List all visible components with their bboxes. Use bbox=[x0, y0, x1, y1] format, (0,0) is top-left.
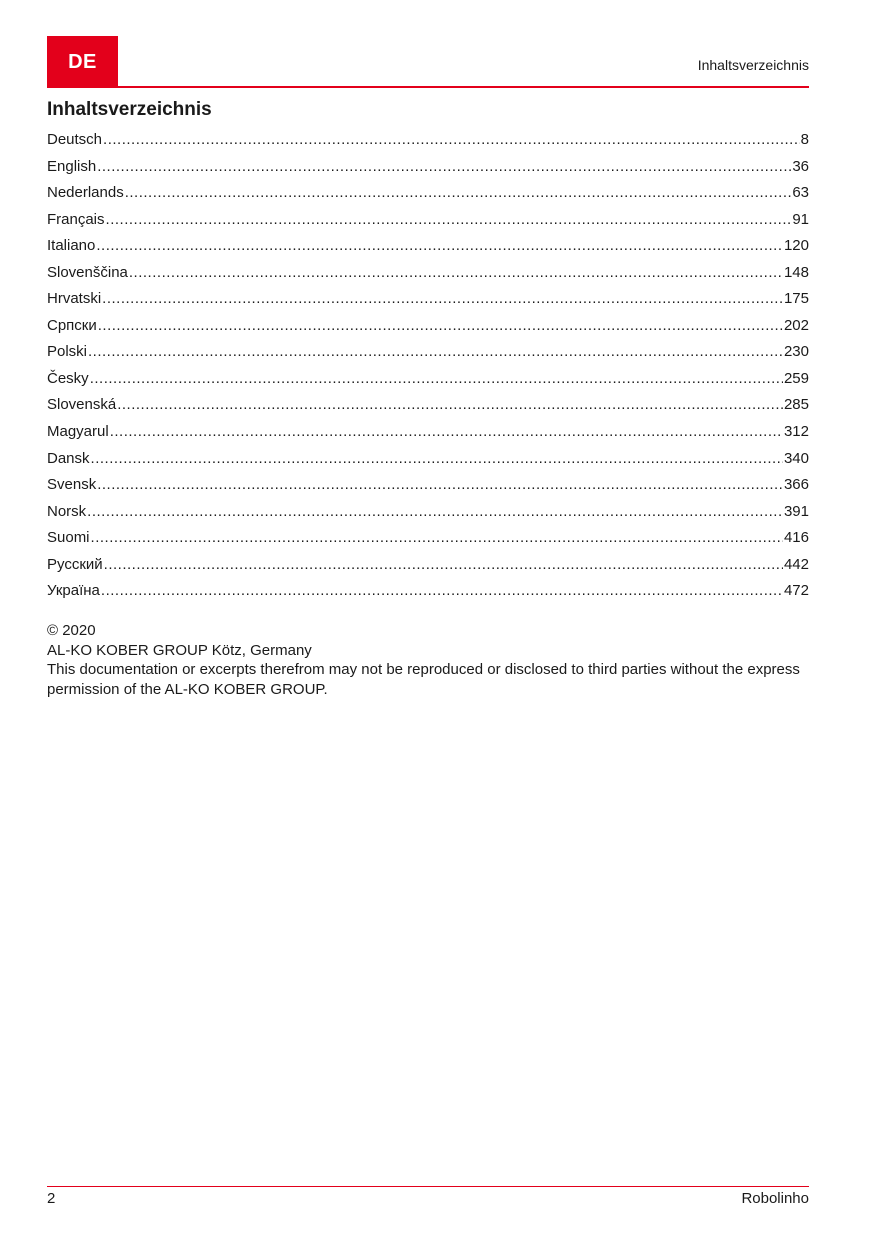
copyright-year: © 2020 bbox=[47, 622, 96, 639]
toc-entry-label: English bbox=[47, 157, 97, 175]
toc-leader-dots bbox=[104, 553, 783, 577]
footer-page-number: 2 bbox=[47, 1190, 56, 1207]
toc-list bbox=[47, 128, 809, 606]
header-divider bbox=[47, 86, 809, 88]
toc-leader-dots bbox=[98, 314, 783, 338]
toc-entry[interactable] bbox=[47, 314, 809, 341]
toc-entry-page: 391 bbox=[783, 502, 809, 520]
copyright-company: AL-KO KOBER GROUP Kötz, Germany bbox=[47, 641, 312, 659]
toc-entry[interactable] bbox=[47, 234, 809, 261]
toc-entry-page: 366 bbox=[783, 476, 809, 494]
toc-entry-label: Русский bbox=[47, 555, 103, 573]
toc-leader-dots bbox=[97, 155, 791, 179]
toc-entry[interactable] bbox=[47, 287, 809, 314]
toc-entry-label: Česky bbox=[47, 369, 89, 387]
toc-entry-page: 285 bbox=[783, 396, 809, 414]
footer-divider bbox=[47, 1186, 809, 1187]
toc-entry-label: Slovenská bbox=[47, 396, 117, 414]
toc-entry[interactable] bbox=[47, 579, 809, 606]
toc-leader-dots bbox=[97, 473, 783, 497]
toc-entry-page: 312 bbox=[783, 423, 809, 441]
toc-leader-dots bbox=[129, 261, 783, 285]
toc-entry[interactable] bbox=[47, 128, 809, 155]
copyright-notice: This documentation or excerpts therefrom may not be reproduced or disclosed to third parties without the express permission of the AL-KO KOBER GROUP. bbox=[47, 661, 800, 698]
toc-entry-label: Slovenščina bbox=[47, 263, 128, 281]
toc-entry-page: 120 bbox=[783, 237, 809, 255]
toc-entry-label: Svensk bbox=[47, 476, 97, 494]
toc-leader-dots bbox=[117, 393, 783, 417]
toc-entry[interactable] bbox=[47, 500, 809, 527]
toc-entry[interactable] bbox=[47, 393, 809, 420]
toc-entry-label: Polski bbox=[47, 343, 88, 361]
toc-entry-page: 63 bbox=[792, 184, 809, 202]
toc-entry-page: 416 bbox=[783, 529, 809, 547]
footer-product-name: Robolinho bbox=[741, 1190, 809, 1207]
toc-entry[interactable] bbox=[47, 261, 809, 288]
toc-entry-label: Norsk bbox=[47, 502, 87, 520]
toc-entry-label: Україна bbox=[47, 582, 100, 600]
toc-entry[interactable] bbox=[47, 208, 809, 235]
toc-entry-page: 340 bbox=[783, 449, 809, 467]
toc-leader-dots bbox=[91, 526, 783, 550]
toc-entry-page: 91 bbox=[792, 210, 809, 228]
toc-entry[interactable] bbox=[47, 367, 809, 394]
toc-entry-page: 202 bbox=[783, 316, 809, 334]
toc-leader-dots bbox=[110, 420, 783, 444]
toc-entry-label: Italiano bbox=[47, 237, 96, 255]
toc-entry-page: 442 bbox=[783, 555, 809, 573]
toc-entry-label: Српски bbox=[47, 316, 97, 334]
toc-leader-dots bbox=[101, 579, 783, 603]
toc-entry[interactable] bbox=[47, 553, 809, 580]
toc-leader-dots bbox=[96, 234, 783, 258]
toc-entry-page: 259 bbox=[783, 369, 809, 387]
toc-leader-dots bbox=[103, 128, 800, 152]
toc-entry-label: Nederlands bbox=[47, 184, 124, 202]
toc-entry-page: 175 bbox=[783, 290, 809, 308]
toc-entry-label: Deutsch bbox=[47, 131, 103, 148]
toc-entry[interactable] bbox=[47, 181, 809, 208]
toc-entry[interactable] bbox=[47, 420, 809, 447]
toc-entry-label: Hrvatski bbox=[47, 290, 102, 308]
toc-entry-page: 230 bbox=[783, 343, 809, 361]
toc-heading: Inhaltsverzeichnis bbox=[47, 99, 212, 120]
language-badge: DE bbox=[47, 36, 118, 88]
toc-leader-dots bbox=[88, 340, 783, 364]
toc-entry-label: Magyarul bbox=[47, 423, 109, 441]
copyright-block bbox=[47, 621, 817, 699]
toc-entry[interactable] bbox=[47, 526, 809, 553]
toc-entry[interactable] bbox=[47, 473, 809, 500]
toc-leader-dots bbox=[91, 447, 783, 471]
toc-leader-dots bbox=[90, 367, 783, 391]
toc-entry-page: 36 bbox=[792, 157, 809, 175]
toc-entry-label: Suomi bbox=[47, 529, 90, 547]
header-title: Inhaltsverzeichnis bbox=[697, 57, 809, 73]
toc-leader-dots bbox=[87, 500, 783, 524]
toc-leader-dots bbox=[102, 287, 783, 311]
toc-entry-label: Français bbox=[47, 210, 105, 228]
toc-entry-page: 472 bbox=[783, 582, 809, 600]
toc-entry-page: 8 bbox=[800, 131, 809, 148]
toc-leader-dots bbox=[125, 181, 792, 205]
toc-entry[interactable] bbox=[47, 447, 809, 474]
toc-entry[interactable] bbox=[47, 155, 809, 182]
toc-leader-dots bbox=[106, 208, 792, 232]
toc-entry-label: Dansk bbox=[47, 449, 90, 467]
toc-entry[interactable] bbox=[47, 340, 809, 367]
toc-entry-page: 148 bbox=[783, 263, 809, 281]
